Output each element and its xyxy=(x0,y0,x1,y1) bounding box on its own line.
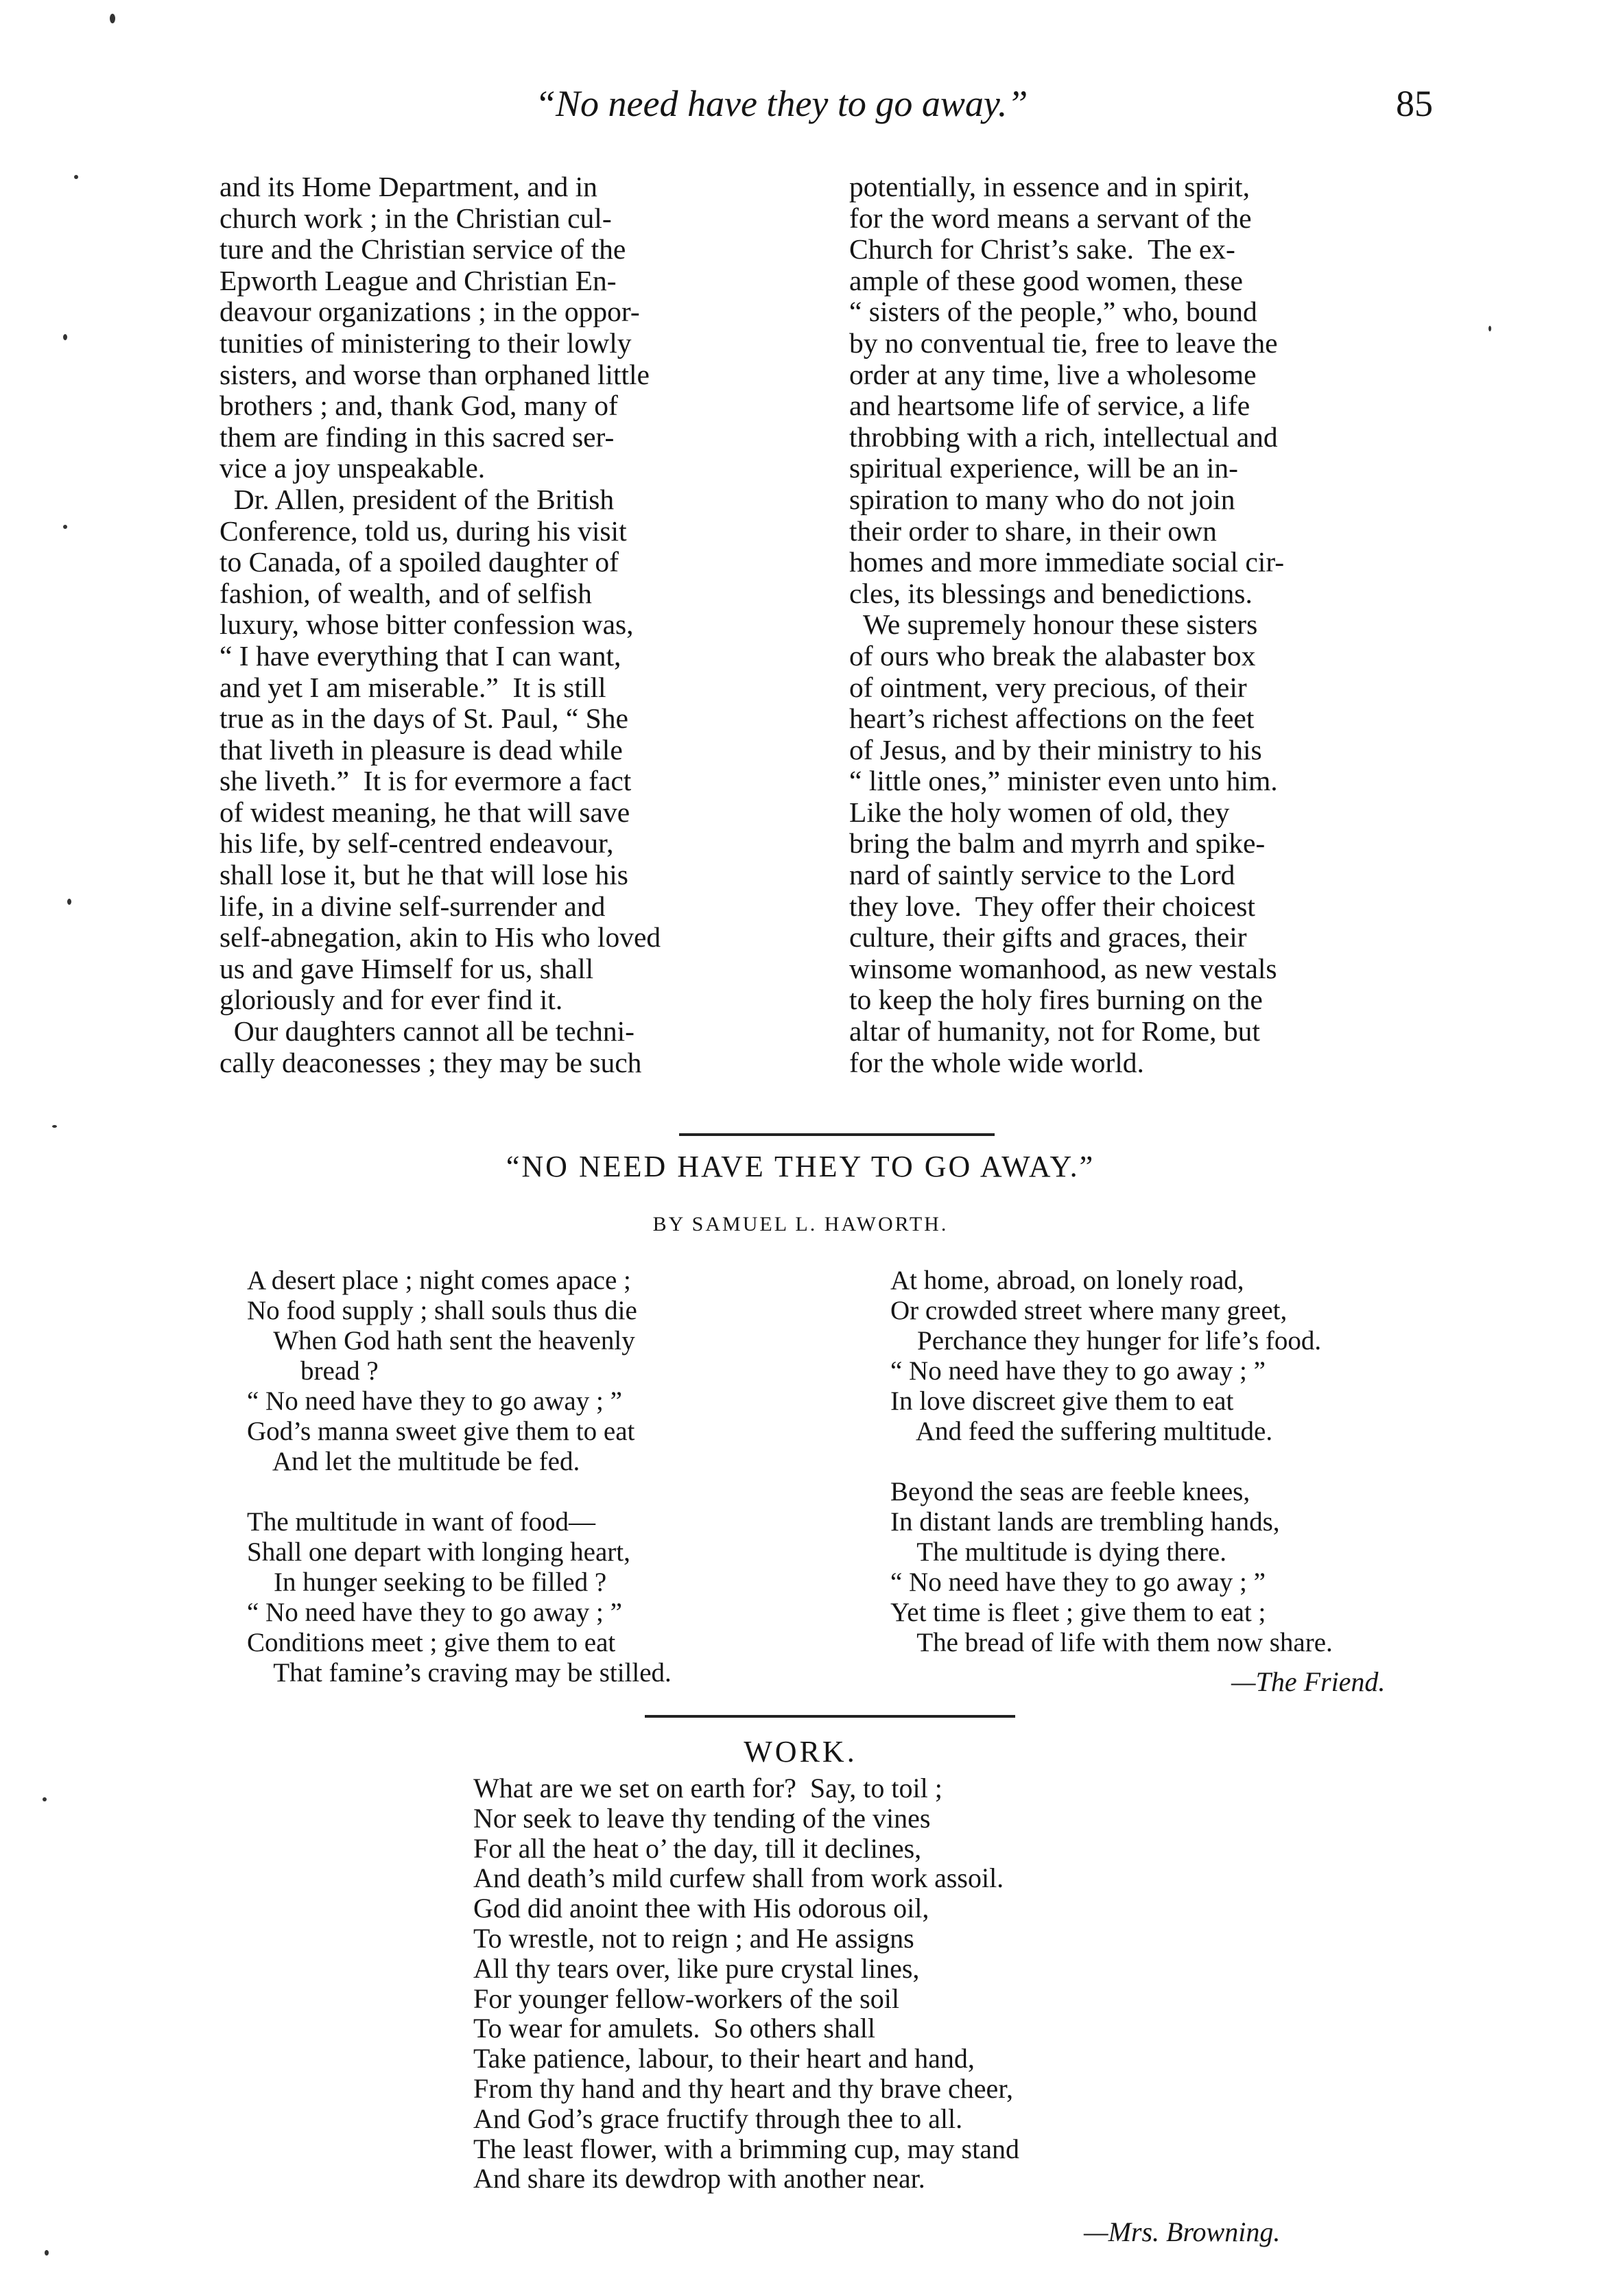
text-line: ample of these good women, these xyxy=(849,264,1243,296)
verse-line: Yet time is fleet ; give them to eat ; xyxy=(890,1598,1266,1627)
article-right-column xyxy=(849,171,1439,1078)
text-line: spiritual experience, will be an in- xyxy=(849,452,1238,484)
text-line: self-abnegation, akin to His who loved xyxy=(220,921,661,954)
text-line: altar of humanity, not for Rome, but xyxy=(849,1015,1260,1048)
verse-line: Beyond the seas are feeble knees, xyxy=(890,1477,1250,1506)
text-line: Dr. Allen, president of the British xyxy=(220,483,615,515)
stanza-gap xyxy=(890,1447,1333,1477)
text-line: shall lose it, but he that will lose his xyxy=(220,859,628,891)
text-line: to Canada, of a spoiled daughter of xyxy=(220,546,619,578)
verse-line: The multitude is dying there. xyxy=(890,1537,1226,1567)
text-line: church work ; in the Christian cul- xyxy=(220,202,612,234)
scan-speck xyxy=(63,525,67,529)
verse-line: What are we set on earth for? Say, to toil ; xyxy=(473,1773,942,1803)
verse-line: The bread of life with them now share. xyxy=(890,1628,1333,1657)
text-line: heart’s richest affections on the feet xyxy=(849,702,1255,735)
poem-attribution: —Mrs. Browning. xyxy=(1084,2216,1281,2247)
section-divider xyxy=(679,1133,995,1136)
verse-line: At home, abroad, on lonely road, xyxy=(890,1266,1244,1295)
verse-line: In love discreet give them to eat xyxy=(890,1386,1234,1416)
verse-line: And God’s grace fructify through thee to all. xyxy=(473,2103,963,2134)
text-line: tunities of ministering to their lowly xyxy=(220,327,632,359)
verse-line: God’s manna sweet give them to eat xyxy=(247,1417,635,1446)
text-line: them are finding in this sacred ser- xyxy=(220,421,615,453)
poem-title: WORK. xyxy=(744,1735,857,1768)
text-line: true as in the days of St. Paul, “ She xyxy=(220,702,628,735)
text-line: Epworth League and Christian En- xyxy=(220,264,617,296)
verse-line: From thy hand and thy heart and thy brave cheer, xyxy=(473,2072,1014,2104)
verse-line: Perchance they hunger for life’s food. xyxy=(890,1326,1322,1356)
text-line: order at any time, live a wholesome xyxy=(849,358,1257,390)
text-line: and heartsome life of service, a life xyxy=(849,390,1250,422)
verse-line: And feed the suffering multitude. xyxy=(890,1417,1273,1446)
text-line: she liveth.” It is for evermore a fact xyxy=(220,765,632,797)
verse-line: That famine’s craving may be stilled. xyxy=(247,1658,672,1688)
scan-speck xyxy=(45,2250,49,2256)
poem-attribution: —The Friend. xyxy=(1231,1666,1386,1697)
verse-line: In distant lands are trembling hands, xyxy=(890,1507,1280,1537)
stanza-gap xyxy=(247,1477,672,1507)
text-line: nard of saintly service to the Lord xyxy=(849,859,1235,891)
scan-speck xyxy=(63,334,67,340)
text-line: culture, their gifts and graces, their xyxy=(849,921,1247,954)
scan-speck xyxy=(52,1125,57,1128)
text-line: “ I have everything that I can want, xyxy=(220,639,621,672)
poem-title: “NO NEED HAVE THEY TO GO AWAY.” xyxy=(506,1150,1095,1183)
verse-line: Take patience, labour, to their heart and hand, xyxy=(473,2043,975,2074)
text-line: gloriously and for ever find it. xyxy=(220,984,563,1016)
text-line: fashion, of wealth, and of selfish xyxy=(220,577,592,609)
text-line: homes and more immediate social cir- xyxy=(849,546,1285,578)
text-line: “ little ones,” minister even unto him. xyxy=(849,765,1278,797)
verse-line: To wear for amulets. So others shall xyxy=(473,2013,875,2044)
verse-line: “ No need have they to go away ; ” xyxy=(247,1386,622,1416)
verse-line: For younger fellow-workers of the soil xyxy=(473,1983,899,2014)
stanza xyxy=(890,1266,1333,1447)
verse-line: For all the heat o’ the day, till it declines, xyxy=(473,1832,922,1864)
text-line: his life, by self-centred endeavour, xyxy=(220,827,614,860)
text-line: Church for Christ’s sake. The ex- xyxy=(849,233,1235,265)
text-line: “ sisters of the people,” who, bound xyxy=(849,296,1257,328)
text-line: vice a joy unspeakable. xyxy=(220,452,486,484)
verse-line: God did anoint thee with His odorous oil, xyxy=(473,1893,929,1924)
text-line: of widest meaning, he that will save xyxy=(220,796,630,828)
text-line: bring the balm and myrrh and spike- xyxy=(849,827,1266,860)
verse-line: To wrestle, not to reign ; and He assigns xyxy=(473,1922,914,1954)
text-line: sisters, and worse than orphaned little xyxy=(220,358,650,390)
verse-line: “ No need have they to go away ; ” xyxy=(890,1356,1266,1386)
text-line: deavour organizations ; in the oppor- xyxy=(220,296,640,328)
text-line: for the whole wide world. xyxy=(849,1046,1144,1078)
running-title: “No need have they to go away.” xyxy=(535,83,1028,124)
text-line: luxury, whose bitter confession was, xyxy=(220,608,634,641)
page-number: 85 xyxy=(1396,83,1433,124)
text-line: potentially, in essence and in spirit, xyxy=(849,171,1250,202)
text-line: their order to share, in their own xyxy=(849,514,1217,547)
poem-left-column xyxy=(247,1266,672,1688)
stanza xyxy=(247,1507,672,1688)
verse-line: bread ? xyxy=(247,1356,379,1386)
work-poem-body xyxy=(473,1773,1019,2194)
stanza xyxy=(247,1266,672,1477)
stanza xyxy=(890,1477,1333,1658)
text-line: that liveth in pleasure is dead while xyxy=(220,733,623,766)
text-line: spiration to many who do not join xyxy=(849,483,1235,515)
verse-line: Shall one depart with longing heart, xyxy=(247,1537,630,1567)
text-line: throbbing with a rich, intellectual and xyxy=(849,421,1278,453)
text-line: brothers ; and, thank God, many of xyxy=(220,390,618,422)
text-line: life, in a divine self-surrender and xyxy=(220,890,606,922)
verse-line: And death’s mild curfew shall from work assoil. xyxy=(473,1862,1004,1894)
scan-speck xyxy=(67,899,71,905)
scan-speck xyxy=(110,14,115,23)
verse-line: All thy tears over, like pure crystal lines, xyxy=(473,1952,920,1984)
text-line: us and gave Himself for us, shall xyxy=(220,952,594,984)
verse-line: When God hath sent the heavenly xyxy=(247,1326,635,1356)
verse-line: And share its dewdrop with another near. xyxy=(473,2163,925,2194)
text-line: they love. They offer their choicest xyxy=(849,890,1255,922)
scan-speck xyxy=(74,175,78,179)
text-line: for the word means a servant of the xyxy=(849,202,1252,234)
verse-line: The least flower, with a brimming cup, may stand xyxy=(473,2133,1019,2164)
scan-speck xyxy=(1489,326,1491,331)
poem-right-column xyxy=(890,1266,1333,1658)
text-line: winsome womanhood, as new vestals xyxy=(849,952,1277,984)
verse-line: “ No need have they to go away ; ” xyxy=(247,1598,622,1627)
text-line: cally deaconesses ; they may be such xyxy=(220,1046,642,1078)
text-line: and yet I am miserable.” It is still xyxy=(220,671,606,703)
text-line: of Jesus, and by their ministry to his xyxy=(849,733,1262,766)
text-line: cles, its blessings and benedictions. xyxy=(849,577,1253,609)
verse-line: “ No need have they to go away ; ” xyxy=(890,1567,1266,1597)
text-line: and its Home Department, and in xyxy=(220,171,597,202)
verse-line: And let the multitude be fed. xyxy=(247,1447,580,1476)
text-line: by no conventual tie, free to leave the xyxy=(849,327,1278,359)
text-line: Our daughters cannot all be techni- xyxy=(220,1015,635,1048)
verse-line: No food supply ; shall souls thus die xyxy=(247,1296,637,1325)
poem-byline: BY SAMUEL L. HAWORTH. xyxy=(652,1213,949,1235)
section-divider xyxy=(645,1715,1015,1718)
text-line: ture and the Christian service of the xyxy=(220,233,626,265)
verse-line: Or crowded street where many greet, xyxy=(890,1296,1288,1325)
text-line: to keep the holy fires burning on the xyxy=(849,984,1263,1016)
text-line: Conference, told us, during his visit xyxy=(220,514,627,547)
verse-line: Nor seek to leave thy tending of the vines xyxy=(473,1802,931,1834)
verse-line: A desert place ; night comes apace ; xyxy=(247,1266,631,1295)
verse-line: Conditions meet ; give them to eat xyxy=(247,1628,616,1657)
scan-speck xyxy=(43,1797,47,1801)
text-line: of ours who break the alabaster box xyxy=(849,639,1256,672)
text-line: We supremely honour these sisters xyxy=(849,608,1258,641)
text-line: of ointment, very precious, of their xyxy=(849,671,1247,703)
verse-line: The multitude in want of food— xyxy=(247,1507,595,1537)
text-line: Like the holy women of old, they xyxy=(849,796,1230,828)
article-left-column xyxy=(220,171,809,1078)
verse-line: In hunger seeking to be filled ? xyxy=(247,1567,607,1597)
